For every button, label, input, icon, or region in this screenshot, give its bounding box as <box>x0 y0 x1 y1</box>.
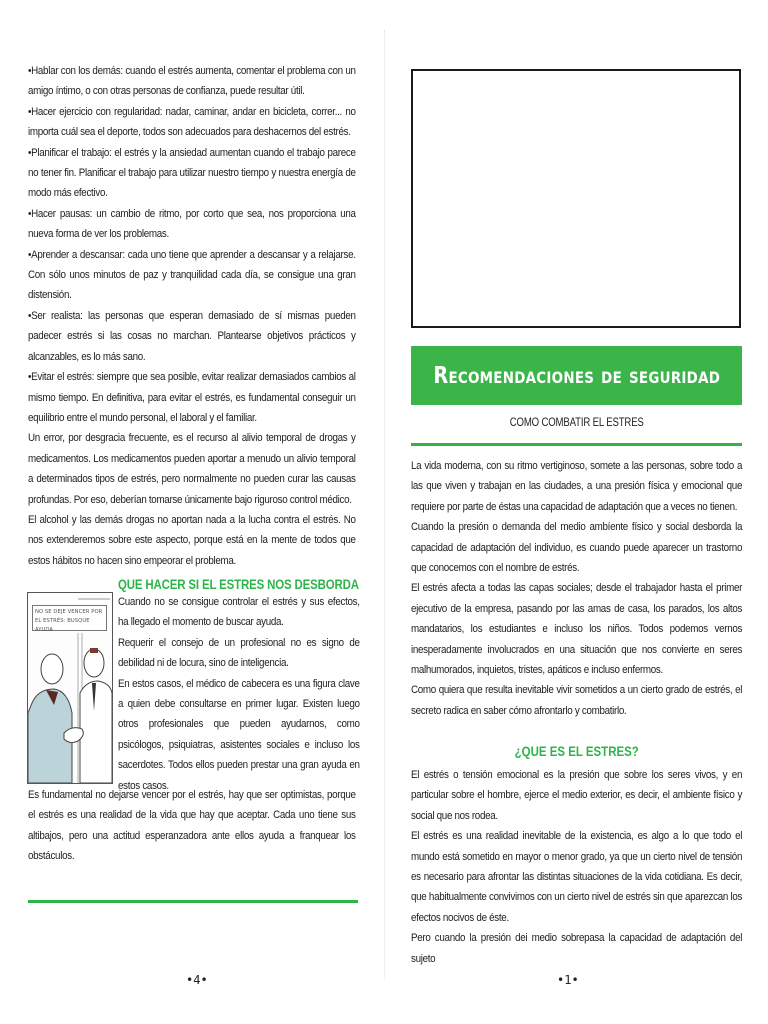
body-paragraph: El estrés es una realidad inevitable de la existencia, es algo a lo que todo el mundo está sometido en mayor o menor grado, ya que un cierto nivel de tensión es necesario para afrontar las distintas situaciones de la vida cotidiana. Es decir, que habitualmente convivimos con un cierto nivel de estrés sin que aparezcan los efectos nocivos de éste. <box>411 830 743 924</box>
subtitle: COMO COMBATIR EL ESTRES <box>509 415 644 429</box>
body-paragraph: Pero cuando la presión dei medio sobrepasa la capacidad de adaptación del sujeto <box>411 932 743 965</box>
cartoon-caption: NO SE DEJE VENCER POR EL ESTRÉS: BUSQUE AYUDA <box>32 605 107 631</box>
section-heading: QUE HACER SI EL ESTRES NOS DESBORDA <box>118 576 359 592</box>
body-paragraph: Un error, por desgracia frecuente, es el recurso al alivio temporal de drogas y medicamentos. Los medicamentos pueden aportar a menudo un alivio temporal a determinados tipos de estrés, pero normalmente no pueden curar las causas profundas. Por eso, deberían tomarse únicamente bajo riguroso control médico. <box>28 432 356 506</box>
tip-paragraph: •Planificar el trabajo: el estrés y la ansiedad aumentan cuando el trabajo parece no tener fin. Planificar el trabajo para utilizar nuestro tiempo y nuestra energía de modo más efectivo. <box>28 146 356 200</box>
page-number: •4• <box>186 973 208 987</box>
tip-paragraph: •Hacer pausas: un cambio de ritmo, por corto que sea, nos proporciona una nueva forma de ver los problemas. <box>28 207 356 241</box>
tip-paragraph: •Aprender a descansar: cada uno tiene que aprender a descansar y a relajarse. Con sólo unos minutos de paz y tranquilidad cada día, se consigue una gran distensión. <box>28 248 356 302</box>
page-number: •1• <box>557 973 579 987</box>
body-paragraph: Es fundamental no dejarse vencer por el estrés, hay que ser optimistas, porque el estrés es una realidad de la vida que hay que aceptar. Cada uno tiene sus altibajos, pero una actitud esperanzadora ante ellos ayuda a franquear los obstáculos. <box>28 789 356 863</box>
tip-paragraph: •Hacer ejercicio con regularidad: nadar, caminar, andar en bicicleta, correr... no importa cuál sea el deporte, todos son adecuados para deshacernos del estrés. <box>28 105 356 139</box>
body-paragraph: El estrés afecta a todas las capas sociales; desde el trabajador hasta el primer ejecutivo de la empresa, pasando por las amas de casa, los parados, los altos mandatarios, los estudiantes e incluso los niños. Todos podemos vernos inesperadamente involucrados en una situación que nos convierte en seres malhumorados, inquietos, tristes, apáticos e incluso enfermos. <box>411 582 743 677</box>
image-placeholder-frame <box>411 69 741 328</box>
tip-paragraph: •Ser realista: las personas que esperan demasiado de sí mismas pueden padecer estrés si las cosas no marchan. Plantearse objetivos prácticos y alcanzables, es lo más sano. <box>28 309 356 363</box>
tip-paragraph: •Evitar el estrés: siempre que sea posible, evitar realizar demasiados cambios al mismo tiempo. En definitiva, para evitar el estrés, es fundamental conseguir un equilibrio entre el mundo personal, el laboral y el familiar. <box>28 371 356 424</box>
cartoon-illustration <box>27 592 113 784</box>
body-paragraph: Cuando la presión o demanda del medio ambíente físico y social desborda la capacidad de adaptación del individuo, es cuando puede aparecer un trastorno que conocemos con el nombre de estrés. <box>411 521 743 575</box>
body-paragraph: El alcohol y las demás drogas no aportan nada a la lucha contra el estrés. No nos extenderemos sobre este aspecto, porque está en la mente de todos que estos hábitos no hacen sino empeorar el problema. <box>28 513 356 567</box>
divider-rule <box>411 443 742 446</box>
body-paragraph: La vida moderna, con su ritmo vertiginoso, somete a las personas, sobre todo a las que viven y trabajan en las ciudades, a una presión física y emocional que requiere por parte de éstas una capacidad de adaptación que a veces no tienen. <box>411 460 743 513</box>
section-heading: ¿QUE ES EL ESTRES? <box>514 743 639 759</box>
tip-paragraph: •Hablar con los demás: cuando el estrés aumenta, comentar el problema con un amigo íntimo, o con otras personas de confianza, puede resultar útil. <box>28 65 356 98</box>
body-paragraph: Cuando no se consigue controlar el estrés y sus efectos, ha llegado el momento de buscar ayuda. <box>118 596 360 629</box>
left-page-tips <box>28 61 409 571</box>
body-paragraph: En estos casos, el médico de cabecera es una figura clave a quien debe consultarse en primer lugar. Existen luego otros profesionales que pueden ayudarnos, como psicólogos, psiquiatras, asistentes sociales e incluso los sacerdotes. Todos ellos pueden prestar una gran ayuda en estos casos. <box>118 677 360 792</box>
divider-rule <box>28 900 358 903</box>
intro-section <box>411 456 768 721</box>
closing-section <box>28 785 409 867</box>
banner-title: Recomendaciones de seguridad <box>433 362 720 389</box>
definition-section <box>411 765 768 969</box>
body-paragraph: Como quiera que resulta inevitable vivir sometidos a un cierto grado de estrés, el secreto radica en saber cómo afrontarlo y combatirlo. <box>411 684 743 717</box>
title-banner <box>411 346 742 405</box>
body-paragraph: Requerir el consejo de un profesional no es signo de debilidad ni de locura, sino de inteligencia. <box>118 636 360 670</box>
body-paragraph: El estrés o tensión emocional es la presión que sobre los seres vivos, y en particular sobre el hombre, ejerce el medio exterior, es decir, el ambiente físico y social que nos rodea. <box>411 769 743 822</box>
help-section <box>118 574 399 796</box>
